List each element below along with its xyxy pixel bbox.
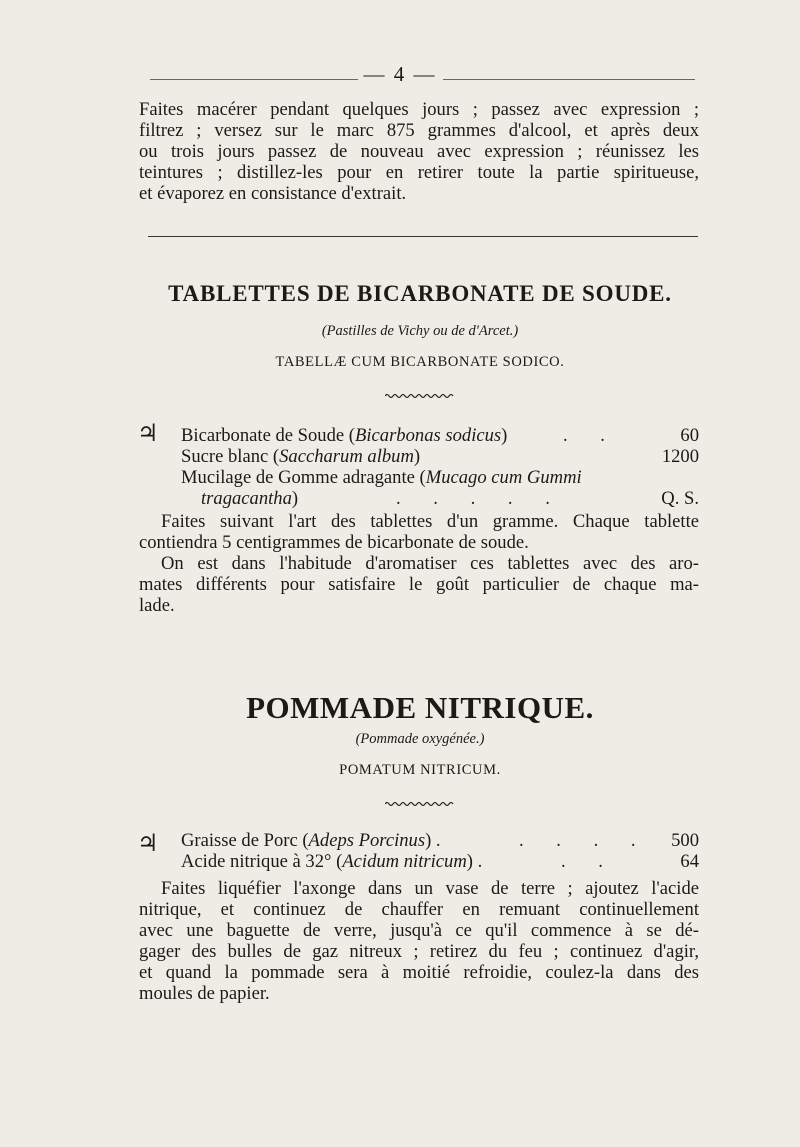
- ingredient-name: Mucilage de Gomme adragante (: [181, 467, 426, 488]
- ingredient-quantity: 500: [671, 830, 699, 851]
- leader-dots: . . . . .: [396, 488, 564, 509]
- section-separator: [148, 236, 698, 237]
- note-paragraph: [139, 553, 699, 616]
- ingredient-list: [181, 830, 701, 872]
- ingredient-name: Bicarbonate de Soude (: [181, 425, 355, 446]
- ingredient-quantity: Q. S.: [661, 488, 699, 509]
- ingredient-row: [181, 488, 701, 509]
- text-line: lade.: [139, 595, 175, 616]
- leader-dots: . .: [561, 851, 617, 872]
- text-line: Faites macérer pendant quelques jours ; passez avec expression ;: [139, 99, 699, 120]
- instructions-paragraph: [139, 878, 699, 1004]
- recipe-symbol-icon: ♃: [137, 831, 159, 857]
- ingredient-name: Acide nitrique à 32° (: [181, 851, 343, 872]
- ingredient-latin: Saccharum album: [279, 446, 414, 467]
- text-line: moules de papier.: [139, 983, 270, 1004]
- ingredient-list: [181, 425, 701, 509]
- ingredient-close: ): [413, 446, 421, 467]
- ingredient-row: [181, 467, 701, 488]
- ingredient-row: [181, 446, 701, 467]
- recipe-symbol-icon: ♃: [137, 421, 159, 447]
- intro-paragraph: [139, 99, 699, 204]
- text-line: filtrez ; versez sur le marc 875 grammes d'alcool, et après deux: [139, 120, 699, 141]
- text-line: et évaporez en consistance d'extrait.: [139, 183, 407, 204]
- instructions-paragraph: [139, 511, 699, 553]
- text-line: Faites suivant l'art des tablettes d'un gramme. Chaque tablette: [161, 511, 699, 532]
- text-line: avec une baguette de verre, jusqu'à ce qu'il commence à se dé-: [139, 920, 699, 941]
- ornament-divider: [385, 392, 455, 400]
- ingredient-name: Graisse de Porc (: [181, 830, 309, 851]
- ingredient-latin: Adeps Porcinus: [308, 830, 426, 851]
- ingredient-quantity: 60: [680, 425, 699, 446]
- text-line: mates différents pour satisfaire le goût particulier de chaque ma-: [139, 574, 699, 595]
- section-subtitle: (Pastilles de Vichy ou de d'Arcet.): [321, 323, 519, 339]
- leader-dots: . . . .: [519, 830, 650, 851]
- ingredient-quantity: 1200: [661, 446, 699, 467]
- text-line: nitrique, et continuez de chauffer en remuant continuellement: [139, 899, 699, 920]
- latin-name: TABELLÆ CUM BICARBONATE SODICO.: [275, 354, 565, 370]
- ingredient-close: ) .: [425, 830, 441, 851]
- ingredient-quantity: 64: [680, 851, 699, 872]
- ingredient-close: ): [291, 488, 299, 509]
- ingredient-name: Sucre blanc (: [181, 446, 280, 467]
- section-subtitle: (Pommade oxygénée.): [355, 731, 485, 747]
- ornament-divider: [385, 800, 455, 808]
- ingredient-row: [181, 851, 701, 872]
- ingredient-latin: Bicarbonas sodicus: [355, 425, 502, 446]
- latin-name: POMATUM NITRICUM.: [339, 762, 501, 778]
- text-line: teintures ; distillez-les pour en retirer toute la partie spiritueuse,: [139, 162, 699, 183]
- ingredient-latin: tragacantha: [201, 488, 292, 509]
- ingredient-latin: Acidum nitricum: [342, 851, 467, 872]
- text-line: Faites liquéfier l'axonge dans un vase de terre ; ajoutez l'acide: [161, 878, 699, 899]
- text-line: ou trois jours passez de nouveau avec expression ; réunissez les: [139, 141, 699, 162]
- ingredient-row: [181, 830, 701, 851]
- text-line: On est dans l'habitude d'aromatiser ces tablettes avec des aro-: [161, 553, 699, 574]
- text-line: et quand la pommade sera à moitié refroidie, coulez-la dans des: [139, 962, 699, 983]
- leader-dots: . .: [563, 425, 619, 446]
- page-number: — 4 —: [0, 62, 800, 87]
- text-line: contiendra 5 centigrammes de bicarbonate de soude.: [139, 532, 529, 553]
- ingredient-close: ) .: [466, 851, 483, 872]
- section-title: TABLETTES DE BICARBONATE DE SOUDE.: [168, 281, 672, 306]
- ingredient-latin: Mucago cum Gummi: [425, 467, 582, 488]
- ingredient-close: ): [501, 425, 508, 446]
- section-title: POMMADE NITRIQUE.: [246, 690, 594, 725]
- text-line: gager des bulles de gaz nitreux ; retirez du feu ; continuez d'agir,: [139, 941, 699, 962]
- ingredient-row: [181, 425, 701, 446]
